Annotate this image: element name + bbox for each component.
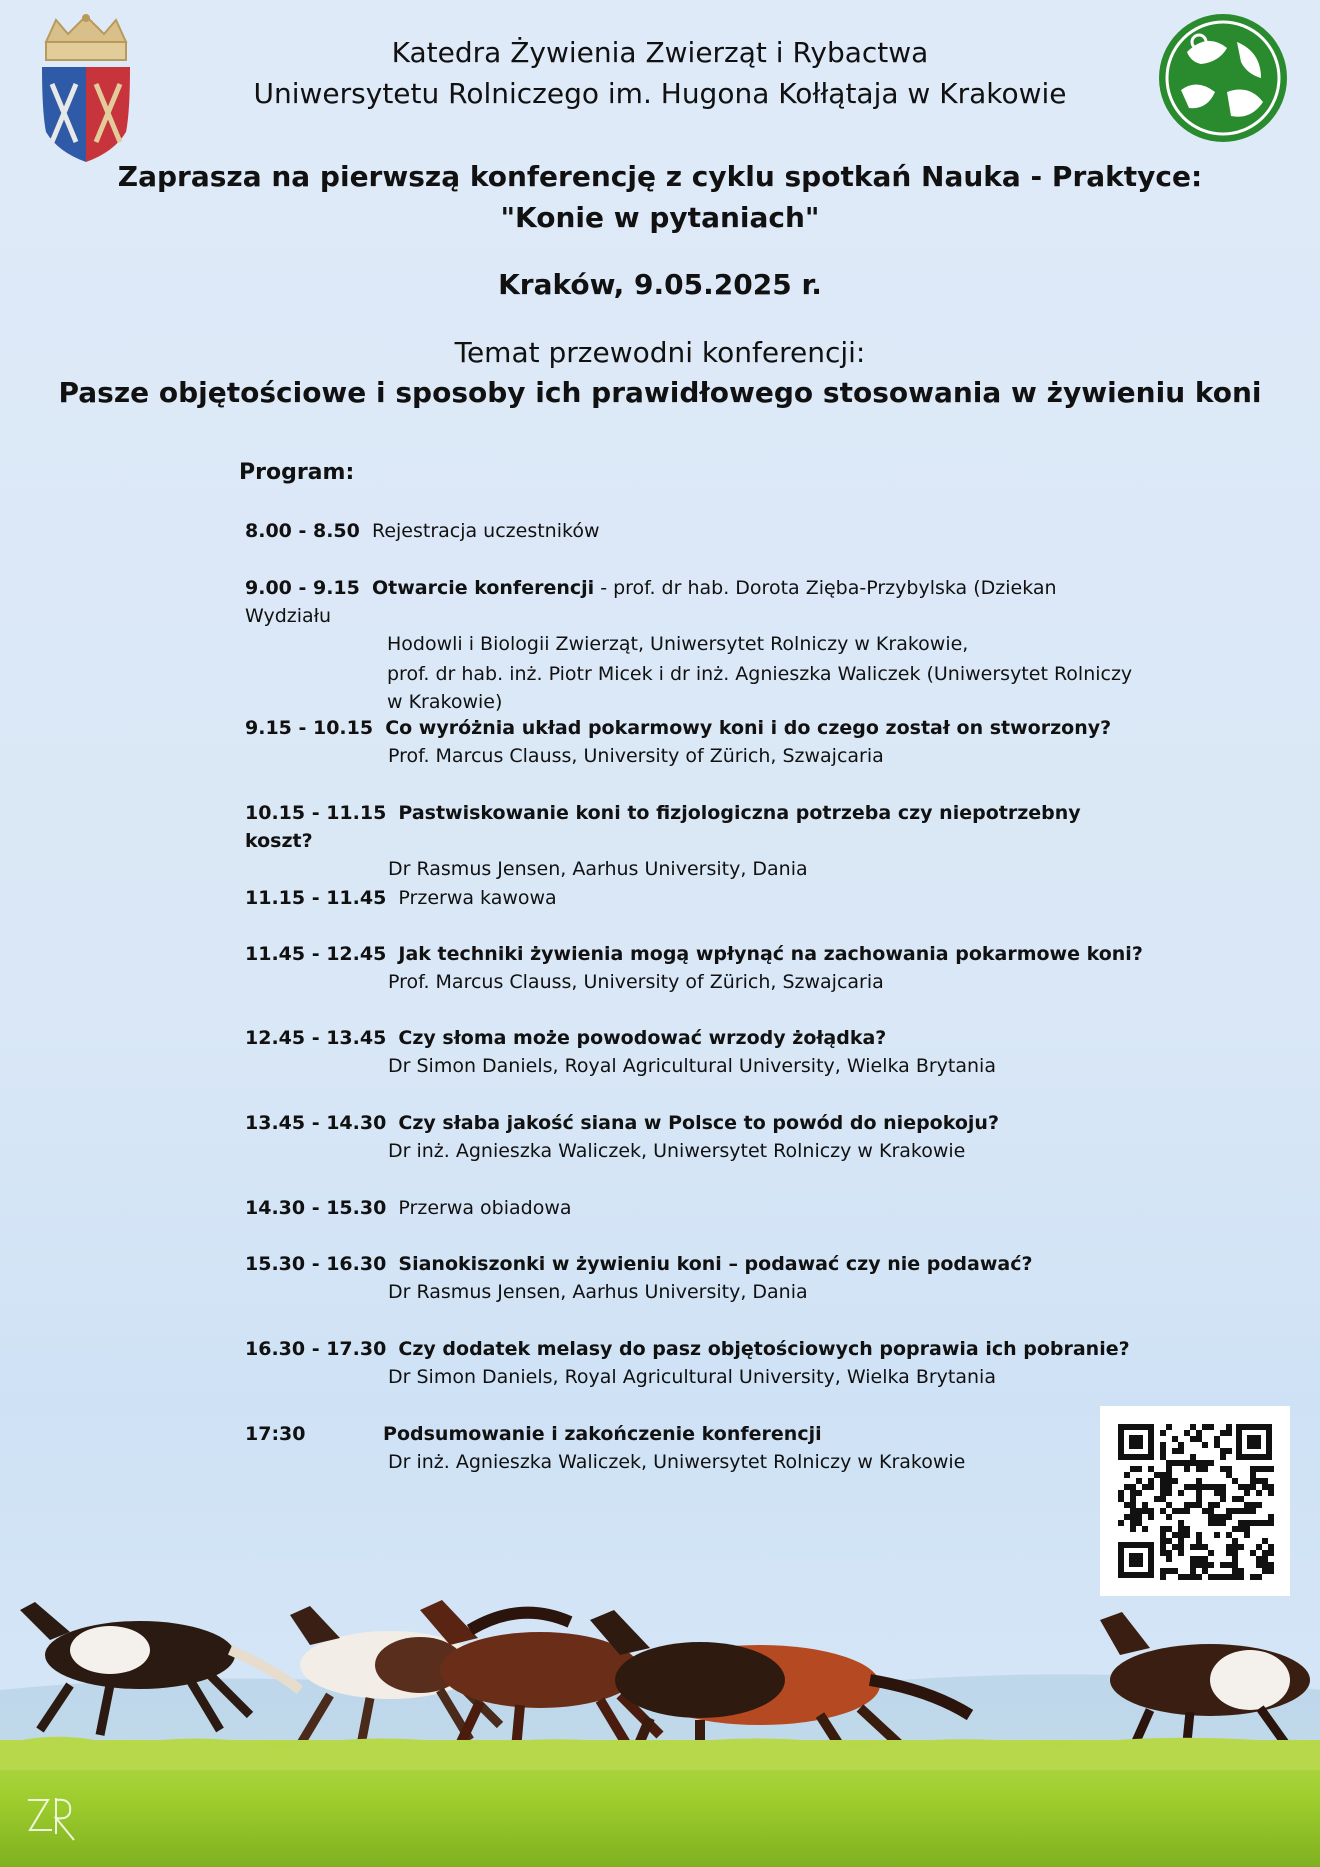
program-item bbox=[245, 1024, 1145, 1080]
signature-icon bbox=[22, 1790, 92, 1846]
program-title: Jak techniki żywienia mogą wpłynąć na zachowania pokarmowe koni? bbox=[398, 943, 1143, 965]
program-title: Czy dodatek melasy do pasz objętościowych poprawia ich pobranie? bbox=[398, 1338, 1130, 1360]
program-item bbox=[245, 1250, 1145, 1306]
program-time: 11.15 - 11.45 bbox=[245, 887, 387, 909]
program-time: 9.15 - 10.15 bbox=[245, 717, 374, 739]
program-speaker: Dr Rasmus Jensen, Aarhus University, Dania bbox=[388, 858, 808, 880]
program-item bbox=[245, 574, 1145, 716]
program-title: Pastwiskowanie koni to fizjologiczna potrzeba czy niepotrzebny koszt? bbox=[245, 802, 1081, 852]
program-time: 9.00 - 9.15 bbox=[245, 577, 360, 599]
program-speaker: Dr Simon Daniels, Royal Agricultural University, Wielka Brytania bbox=[388, 1055, 996, 1077]
program-time: 14.30 - 15.30 bbox=[245, 1197, 387, 1219]
institution-line-1: Katedra Żywienia Zwierząt i Rybactwa bbox=[391, 36, 929, 69]
program-speaker: Prof. Marcus Clauss, University of Zürich, Szwajcaria bbox=[388, 971, 884, 993]
program-item bbox=[245, 517, 1145, 545]
program-speaker: Dr inż. Agnieszka Waliczek, Uniwersytet Rolniczy w Krakowie bbox=[388, 1140, 966, 1162]
program-time: 12.45 - 13.45 bbox=[245, 1027, 387, 1049]
program-time: 16.30 - 17.30 bbox=[245, 1338, 387, 1360]
horses-meadow-image bbox=[0, 1540, 1320, 1867]
program-title: Przerwa kawowa bbox=[398, 887, 557, 909]
program-title: Rejestracja uczestników bbox=[371, 520, 600, 542]
program-detail-line: w Krakowie) bbox=[387, 691, 503, 713]
program-time: 17:30 bbox=[245, 1423, 306, 1445]
program-detail-line: prof. dr hab. inż. Piotr Micek i dr inż. Agnieszka Waliczek (Uniwersytet Rolniczy bbox=[387, 663, 1133, 685]
program-detail-line: Hodowli i Biologii Zwierząt, Uniwersytet Rolniczy w Krakowie, bbox=[387, 633, 969, 655]
program-time: 11.45 - 12.45 bbox=[245, 943, 387, 965]
program-item bbox=[245, 884, 1145, 912]
program-time: 8.00 - 8.50 bbox=[245, 520, 360, 542]
program-label: Program: bbox=[239, 460, 355, 485]
invitation-line-1: Zaprasza na pierwszą konferencję z cyklu spotkań Nauka - Praktyce: bbox=[117, 160, 1203, 193]
program-speaker: Prof. Marcus Clauss, University of Zürich, Szwajcaria bbox=[388, 745, 884, 767]
program-item bbox=[245, 1194, 1145, 1222]
program-time: 13.45 - 14.30 bbox=[245, 1112, 387, 1134]
program-item bbox=[245, 1420, 1145, 1476]
conference-theme: Pasze objętościowe i sposoby ich prawidłowego stosowania w żywieniu koni bbox=[58, 376, 1262, 409]
conference-name: "Konie w pytaniach" bbox=[500, 201, 820, 234]
program-title: Czy słoma może powodować wrzody żołądka? bbox=[398, 1027, 887, 1049]
program-item bbox=[245, 1335, 1145, 1391]
program-speaker: Dr inż. Agnieszka Waliczek, Uniwersytet Rolniczy w Krakowie bbox=[388, 1451, 966, 1473]
institution-line-2: Uniwersytetu Rolniczego im. Hugona Kołłątaja w Krakowie bbox=[253, 77, 1067, 110]
program-time: 10.15 - 11.15 bbox=[245, 802, 387, 824]
program-speaker: Dr Rasmus Jensen, Aarhus University, Dania bbox=[388, 1281, 808, 1303]
program-title: Przerwa obiadowa bbox=[398, 1197, 572, 1219]
program-item bbox=[245, 714, 1145, 770]
program-speaker: Dr Simon Daniels, Royal Agricultural University, Wielka Brytania bbox=[388, 1366, 996, 1388]
program-title: Sianokiszonki w żywieniu koni – podawać czy nie podawać? bbox=[398, 1253, 1033, 1275]
program-title: Czy słaba jakość siana w Polsce to powód do niepokoju? bbox=[398, 1112, 999, 1134]
program-time: 15.30 - 16.30 bbox=[245, 1253, 387, 1275]
program-title-rest: - prof. dr hab. Dorota Zięba-Przybylska (Dziekan Wydziału bbox=[245, 577, 1057, 627]
program-title: Podsumowanie i zakończenie konferencji bbox=[383, 1423, 822, 1445]
program-title: Co wyróżnia układ pokarmowy koni i do czego został on stworzony? bbox=[385, 717, 1112, 739]
program-title: Otwarcie konferencji bbox=[371, 577, 595, 599]
program-item bbox=[245, 1109, 1145, 1165]
place-and-date: Kraków, 9.05.2025 r. bbox=[498, 268, 822, 301]
program-item bbox=[245, 940, 1145, 996]
program-item bbox=[245, 799, 1145, 883]
theme-intro: Temat przewodni konferencji: bbox=[454, 336, 866, 369]
